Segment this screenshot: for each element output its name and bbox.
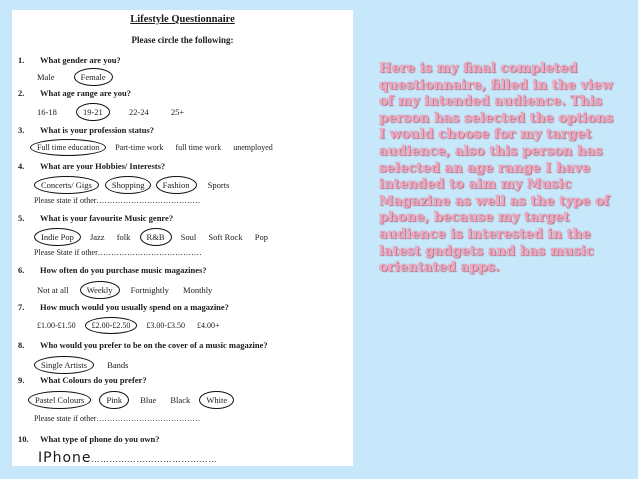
- question-1-options: [34, 68, 127, 86]
- question-3: 3. What is your profession status?: [18, 125, 154, 135]
- question-4: 4. What are your Hobbies/ Interests?: [18, 161, 166, 171]
- option-pop: Pop: [254, 232, 268, 242]
- option-unemployed: unemployed: [233, 143, 273, 152]
- question-8: 8. Who would you prefer to be on the cover of a music magazine?: [18, 340, 268, 350]
- question-7-options: [34, 317, 237, 334]
- question-9: 9. What Colours do you prefer?: [18, 375, 147, 385]
- option-fashion: Fashion: [156, 176, 197, 194]
- question-4-options: [34, 176, 246, 194]
- answer-dots: ……………………………………: [91, 455, 218, 464]
- option-shopping: Shopping: [105, 176, 152, 194]
- option-16-18: 16-18: [37, 107, 57, 117]
- question-9-options: [28, 391, 248, 409]
- option-25-plus: 25+: [170, 107, 185, 117]
- question-5-options: [34, 228, 285, 246]
- option-22-24: 22-24: [128, 107, 149, 117]
- questionnaire-title: Lifestyle Questionnaire: [130, 14, 235, 25]
- option-pink: Pink: [99, 391, 129, 409]
- option-jazz: Jazz: [89, 232, 105, 242]
- option-single-artists: Single Artists: [34, 356, 94, 374]
- question-6: 6. How often do you purchase music magazines?: [18, 265, 207, 275]
- option-male: Male: [37, 72, 55, 82]
- option-pastel-colours: Pastel Colours: [28, 391, 91, 409]
- option-3-00-3-50: £3.00-£3.50: [146, 321, 186, 330]
- option-full-time-work: full time work: [175, 143, 222, 152]
- option-blue: Blue: [140, 395, 157, 405]
- slide-caption: Here is my final completed questionnaire, filled in the view of my intended audience. This person has selected the options I would choose for my target audience, also this person has selected an age range I have intended to aim my Music Magazine as well as the type of phone, because my target audience is interested in the latest gadgets and has music orientated apps.: [379, 61, 614, 276]
- option-white: White: [199, 391, 234, 409]
- question-7: 7. How much would you usually spend on a magazine?: [18, 302, 229, 312]
- option-part-time-work: Part-time work: [115, 143, 164, 152]
- option-4-00-plus: £4.00+: [197, 321, 220, 330]
- question-4-other: Please state if other…………………………………: [34, 196, 201, 205]
- option-black: Black: [170, 395, 191, 405]
- option-female: Female: [74, 68, 113, 86]
- question-1: 1. What gender are you?: [18, 55, 121, 65]
- option-monthly: Monthly: [183, 285, 213, 295]
- handwritten-answer: IPhone: [38, 450, 92, 466]
- question-9-other: Please state if other…………………………………: [34, 414, 201, 423]
- option-soft-rock: Soft Rock: [208, 232, 243, 242]
- question-2-options: [34, 103, 201, 121]
- option-2-00-2-50: £2.00-£2.50: [85, 317, 138, 334]
- option-1-00-1-50: £1.00-£1.50: [37, 321, 76, 330]
- option-fortnightly: Fortnightly: [130, 285, 169, 295]
- option-not-at-all: Not at all: [37, 285, 69, 295]
- option-concerts-gigs: Concerts/ Gigs: [34, 176, 99, 194]
- option-19-21: 19-21: [76, 103, 110, 121]
- option-folk: folk: [116, 232, 131, 242]
- option-full-time-education: Full time education: [30, 139, 106, 156]
- question-6-options: [34, 281, 229, 299]
- question-5: 5. What is your favourite Music genre?: [18, 213, 174, 223]
- option-sports: Sports: [207, 180, 230, 190]
- option-soul: Soul: [180, 232, 197, 242]
- option-weekly: Weekly: [80, 281, 120, 299]
- question-10-answer: [38, 450, 218, 466]
- question-8-options: [34, 356, 145, 374]
- question-5-other: Please State if other…………………………………: [34, 248, 202, 257]
- option-indie-pop: Indie Pop: [34, 228, 81, 246]
- questionnaire-image: [12, 10, 353, 466]
- question-10: 10. What type of phone do you own?: [18, 434, 160, 444]
- question-2: 2. What age range are you?: [18, 88, 131, 98]
- questionnaire-instruction: Please circle the following:: [131, 35, 234, 45]
- option-bands: Bands: [107, 360, 129, 370]
- option-rnb: R&B: [140, 228, 172, 246]
- question-3-options: [30, 139, 276, 156]
